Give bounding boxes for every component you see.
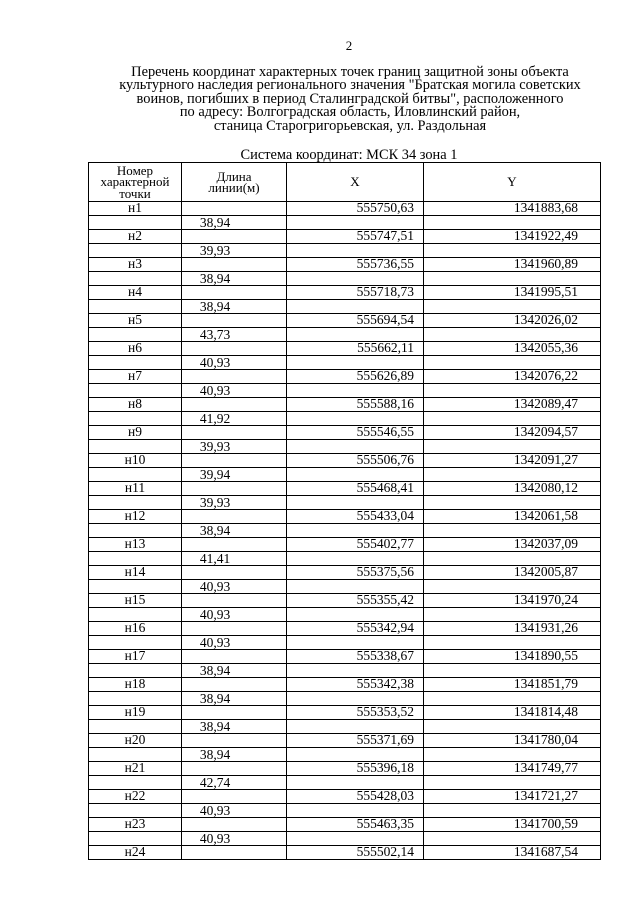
y-coordinate-cell: 1341749,77 [424, 762, 601, 776]
table-row [89, 258, 601, 272]
x-coordinate-cell: 555342,94 [287, 622, 424, 636]
title-line: воинов, погибших в период Сталинградской битвы", расположенного [136, 90, 564, 107]
point-number-cell: н23 [89, 818, 182, 832]
point-number-cell: н14 [89, 566, 182, 580]
line-length-cell: 42,74 [182, 776, 287, 790]
header-y: Y [424, 163, 601, 202]
header-point-number [89, 163, 182, 202]
table-row [89, 538, 601, 552]
point-number-cell: н9 [89, 426, 182, 440]
y-coordinate-cell: 1341721,27 [424, 790, 601, 804]
x-coordinate-cell: 555588,16 [287, 398, 424, 412]
table-row [89, 510, 601, 524]
empty-cell [182, 622, 287, 636]
table-body [89, 202, 601, 860]
x-coordinate-cell: 555694,54 [287, 314, 424, 328]
point-number-cell: н13 [89, 538, 182, 552]
empty-cell [182, 538, 287, 552]
x-coordinate-cell: 555626,89 [287, 370, 424, 384]
empty-cell [182, 594, 287, 608]
point-number-cell: н2 [89, 230, 182, 244]
point-number-cell: н7 [89, 370, 182, 384]
title-line: Перечень координат характерных точек границ защитной зоны объекта [131, 64, 569, 80]
point-number-cell: н6 [89, 342, 182, 356]
y-coordinate-cell: 1341931,26 [424, 622, 601, 636]
point-number-cell: н24 [89, 846, 182, 860]
y-coordinate-cell: 1342094,57 [424, 426, 601, 440]
y-coordinate-cell: 1342091,27 [424, 454, 601, 468]
empty-cell [182, 818, 287, 832]
point-number-cell: н22 [89, 790, 182, 804]
point-number-cell: н15 [89, 594, 182, 608]
table-row [89, 706, 601, 720]
x-coordinate-cell: 555402,77 [287, 538, 424, 552]
table-header-row [89, 163, 601, 202]
empty-cell [182, 566, 287, 580]
x-coordinate-cell: 555371,69 [287, 734, 424, 748]
line-length-cell: 40,93 [182, 832, 287, 846]
empty-cell [182, 314, 287, 328]
empty-cell [182, 230, 287, 244]
line-length-cell: 39,94 [182, 468, 287, 482]
y-coordinate-cell: 1342037,09 [424, 538, 601, 552]
y-coordinate-cell: 1342076,22 [424, 370, 601, 384]
y-coordinate-cell: 1341687,54 [424, 846, 601, 860]
y-coordinate-cell: 1341995,51 [424, 286, 601, 300]
x-coordinate-cell: 555353,52 [287, 706, 424, 720]
y-coordinate-cell: 1341883,68 [424, 202, 601, 216]
x-coordinate-cell: 555375,56 [287, 566, 424, 580]
coordinate-system-caption: Система координат: МСК 34 зона 1 [240, 147, 458, 163]
point-number-cell: н19 [89, 706, 182, 720]
empty-cell [182, 342, 287, 356]
empty-cell [182, 790, 287, 804]
empty-cell [182, 846, 287, 860]
x-coordinate-cell: 555396,18 [287, 762, 424, 776]
table-row [89, 370, 601, 384]
y-coordinate-cell: 1342026,02 [424, 314, 601, 328]
line-length-cell: 38,94 [182, 692, 287, 706]
empty-cell [182, 398, 287, 412]
table-row [89, 790, 601, 804]
empty-cell [182, 482, 287, 496]
table-row [89, 398, 601, 412]
table-row [89, 230, 601, 244]
empty-cell [182, 650, 287, 664]
empty-cell [182, 706, 287, 720]
table-row [89, 482, 601, 496]
point-number-cell: н3 [89, 258, 182, 272]
table-row [89, 622, 601, 636]
x-coordinate-cell: 555338,67 [287, 650, 424, 664]
x-coordinate-cell: 555750,63 [287, 202, 424, 216]
empty-cell [182, 370, 287, 384]
x-coordinate-cell: 555506,76 [287, 454, 424, 468]
coordinates-table [88, 162, 601, 860]
line-length-cell: 39,93 [182, 496, 287, 510]
table-row [89, 454, 601, 468]
table-row [89, 342, 601, 356]
point-number-cell: н10 [89, 454, 182, 468]
y-coordinate-cell: 1341970,24 [424, 594, 601, 608]
point-number-cell: н1 [89, 202, 182, 216]
y-coordinate-cell: 1341960,89 [424, 258, 601, 272]
x-coordinate-cell: 555736,55 [287, 258, 424, 272]
x-coordinate-cell: 555433,04 [287, 510, 424, 524]
line-length-cell: 40,93 [182, 804, 287, 818]
empty-cell [182, 286, 287, 300]
x-coordinate-cell: 555546,55 [287, 426, 424, 440]
table-row [89, 202, 601, 216]
line-length-cell: 40,93 [182, 356, 287, 370]
y-coordinate-cell: 1342055,36 [424, 342, 601, 356]
x-coordinate-cell: 555718,73 [287, 286, 424, 300]
table-row [89, 314, 601, 328]
line-length-cell: 43,73 [182, 328, 287, 342]
y-coordinate-cell: 1341851,79 [424, 678, 601, 692]
line-length-cell: 40,93 [182, 608, 287, 622]
header-line: точки [119, 185, 151, 201]
x-coordinate-cell: 555342,38 [287, 678, 424, 692]
point-number-cell: н8 [89, 398, 182, 412]
empty-cell [182, 426, 287, 440]
table-row [89, 678, 601, 692]
x-coordinate-cell: 555502,14 [287, 846, 424, 860]
header-line-length [182, 163, 287, 202]
line-length-cell: 39,93 [182, 244, 287, 258]
table-row [89, 426, 601, 440]
line-length-cell: 38,94 [182, 664, 287, 678]
x-coordinate-cell: 555428,03 [287, 790, 424, 804]
empty-cell [182, 202, 287, 216]
point-number-cell: н17 [89, 650, 182, 664]
title-line: культурного наследия регионального значения "Братская могила советских [119, 77, 581, 94]
point-number-cell: н11 [89, 482, 182, 496]
line-length-cell: 38,94 [182, 300, 287, 314]
table-row [89, 566, 601, 580]
x-coordinate-cell: 555747,51 [287, 230, 424, 244]
table-row [89, 818, 601, 832]
line-length-cell: 38,94 [182, 524, 287, 538]
line-length-cell: 41,92 [182, 412, 287, 426]
y-coordinate-cell: 1342061,58 [424, 510, 601, 524]
document-title [60, 66, 640, 133]
y-coordinate-cell: 1341700,59 [424, 818, 601, 832]
table-row [89, 734, 601, 748]
table-row [89, 846, 601, 860]
point-number-cell: н18 [89, 678, 182, 692]
title-line: станица Старогригорьевская, ул. Раздольная [213, 117, 487, 134]
empty-cell [182, 678, 287, 692]
y-coordinate-cell: 1341780,04 [424, 734, 601, 748]
table-row [89, 286, 601, 300]
y-coordinate-cell: 1341814,48 [424, 706, 601, 720]
line-length-cell: 40,93 [182, 580, 287, 594]
line-length-cell: 40,93 [182, 384, 287, 398]
header-line: Длина [216, 168, 252, 184]
table-row [89, 650, 601, 664]
point-number-cell: н16 [89, 622, 182, 636]
point-number-cell: н4 [89, 286, 182, 300]
point-number-cell: н20 [89, 734, 182, 748]
empty-cell [182, 258, 287, 272]
line-length-cell: 38,94 [182, 272, 287, 286]
x-coordinate-cell: 555468,41 [287, 482, 424, 496]
line-length-cell: 38,94 [182, 720, 287, 734]
empty-cell [182, 454, 287, 468]
y-coordinate-cell: 1342080,12 [424, 482, 601, 496]
empty-cell [182, 762, 287, 776]
empty-cell [182, 510, 287, 524]
title-line: по адресу: Волгоградская область, Иловлинский район, [179, 104, 521, 121]
line-length-cell: 39,93 [182, 440, 287, 454]
x-coordinate-cell: 555355,42 [287, 594, 424, 608]
y-coordinate-cell: 1341890,55 [424, 650, 601, 664]
point-number-cell: н21 [89, 762, 182, 776]
line-length-cell: 38,94 [182, 216, 287, 230]
line-length-cell: 41,41 [182, 552, 287, 566]
line-length-cell: 38,94 [182, 748, 287, 762]
header-line: линии(м) [208, 180, 260, 195]
table-row [89, 594, 601, 608]
line-length-cell: 40,93 [182, 636, 287, 650]
header-x: X [287, 163, 424, 202]
page-number: 2 [345, 38, 353, 53]
empty-cell [182, 734, 287, 748]
x-coordinate-cell: 555463,35 [287, 818, 424, 832]
point-number-cell: н5 [89, 314, 182, 328]
y-coordinate-cell: 1342089,47 [424, 398, 601, 412]
point-number-cell: н12 [89, 510, 182, 524]
table-row [89, 762, 601, 776]
x-coordinate-cell: 555662,11 [287, 342, 424, 356]
y-coordinate-cell: 1342005,87 [424, 566, 601, 580]
y-coordinate-cell: 1341922,49 [424, 230, 601, 244]
header-line: характерной [100, 174, 170, 190]
header-line: Номер [116, 162, 154, 178]
